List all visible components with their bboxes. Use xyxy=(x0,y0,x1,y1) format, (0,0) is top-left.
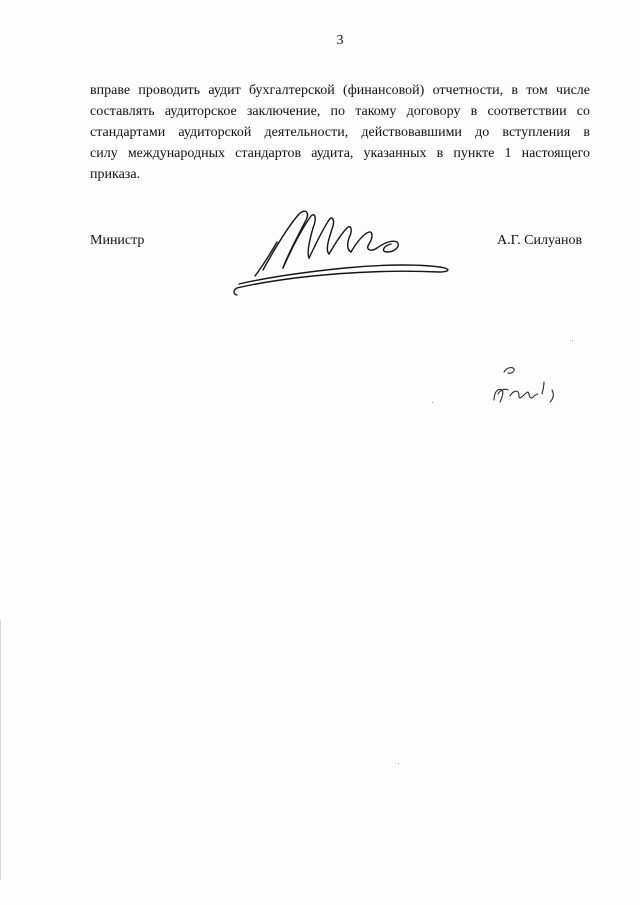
handwritten-initials xyxy=(486,360,562,408)
body-paragraph xyxy=(90,80,590,185)
body-line: составлять аудиторское заключение, по такому договору в соответствии со xyxy=(90,104,590,119)
scan-edge xyxy=(0,620,1,880)
page-number: 3 xyxy=(336,33,344,48)
body-line: вправе проводить аудит бухгалтерской (финансовой) отчетности, в том числе xyxy=(90,83,590,98)
body-line: силу международных стандартов аудита, указанных в пункте 1 настоящего xyxy=(90,146,590,161)
body-line: приказа. xyxy=(90,167,141,182)
scan-artifact xyxy=(572,340,573,341)
signatory-name: А.Г. Силуанов xyxy=(497,233,583,248)
handwritten-signature xyxy=(225,198,460,298)
signatory-title: Министр xyxy=(90,233,145,248)
scan-artifact xyxy=(398,763,399,764)
scan-artifact xyxy=(432,402,433,403)
body-line: стандартами аудиторской деятельности, действовавшими до вступления в xyxy=(90,125,590,140)
